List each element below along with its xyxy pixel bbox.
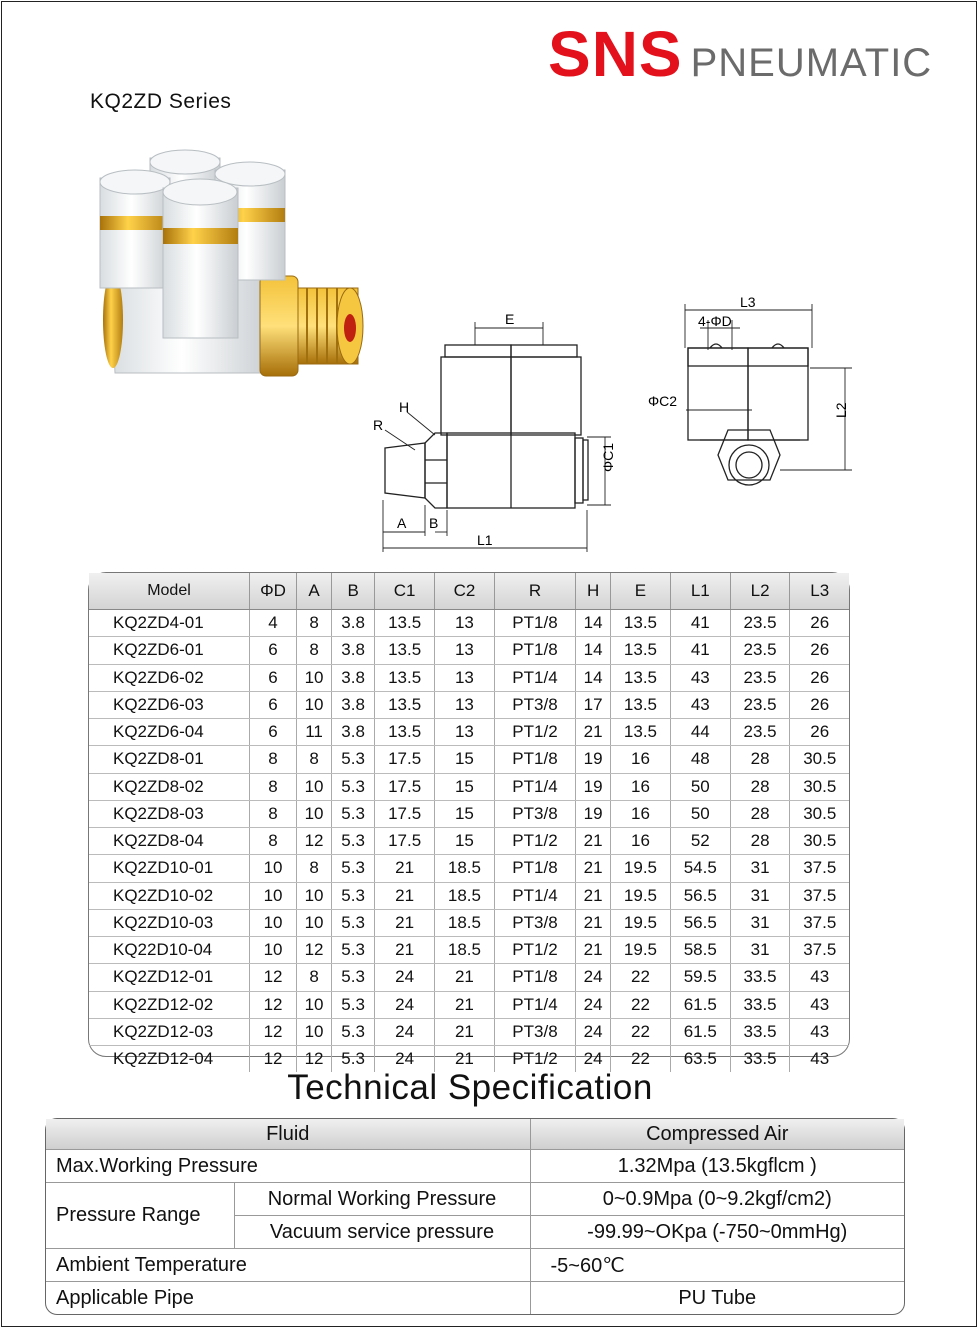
table-cell: 30.5 [790, 773, 849, 800]
table-cell: 30.5 [790, 800, 849, 827]
table-row [89, 991, 849, 1018]
table-cell: 31 [730, 882, 790, 909]
table-cell: 5.3 [332, 773, 375, 800]
table-cell: 24 [375, 1018, 435, 1045]
table-cell: 22 [611, 991, 671, 1018]
table-cell: 52 [670, 828, 730, 855]
table-cell: 19.5 [611, 855, 671, 882]
table-cell: 23.5 [730, 664, 790, 691]
normal-pressure-label: Normal Working Pressure [234, 1183, 530, 1216]
table-cell: 19 [576, 800, 611, 827]
table-cell: 8 [250, 746, 297, 773]
table-cell: 61.5 [670, 1018, 730, 1045]
vacuum-pressure-value: -99.99~OKpa (-750~0mmHg) [530, 1216, 904, 1249]
table-cell: 21 [435, 1046, 495, 1073]
table-cell: PT1/4 [494, 773, 575, 800]
front-view-drawing [640, 290, 860, 510]
table-cell: PT3/8 [494, 691, 575, 718]
table-cell: 13.5 [611, 664, 671, 691]
table-cell: 26 [790, 691, 849, 718]
table-cell: 3.8 [332, 610, 375, 637]
table-cell: 6 [250, 664, 297, 691]
temperature-value: -5~60℃ [530, 1249, 904, 1282]
table-cell: PT1/2 [494, 937, 575, 964]
table-cell: 8 [297, 964, 332, 991]
model-cell: KQ2ZD10-02 [89, 882, 250, 909]
table-cell: 58.5 [670, 937, 730, 964]
table-cell: 13.5 [611, 637, 671, 664]
table-cell: 37.5 [790, 882, 849, 909]
table-cell: 24 [576, 964, 611, 991]
table-cell: 61.5 [670, 991, 730, 1018]
table-cell: 24 [576, 1018, 611, 1045]
table-cell: 13.5 [375, 691, 435, 718]
model-cell: KQ2ZD12-01 [89, 964, 250, 991]
table-cell: 15 [435, 828, 495, 855]
table-cell: 13 [435, 610, 495, 637]
spec-row-temperature [46, 1249, 904, 1282]
table-cell: PT1/8 [494, 964, 575, 991]
table-cell: PT1/8 [494, 746, 575, 773]
table-cell: 16 [611, 800, 671, 827]
label-h: H [399, 399, 410, 415]
table-cell: 23.5 [730, 637, 790, 664]
model-cell: KQ2ZD12-03 [89, 1018, 250, 1045]
dimension-table-header [89, 573, 849, 610]
table-cell: 6 [250, 691, 297, 718]
table-cell: 5.3 [332, 746, 375, 773]
table-cell: 26 [790, 664, 849, 691]
table-cell: 22 [611, 1046, 671, 1073]
table-cell: 50 [670, 800, 730, 827]
column-header-8: E [611, 573, 671, 610]
table-cell: 16 [611, 746, 671, 773]
table-cell: 21 [435, 964, 495, 991]
temperature-label: Ambient Temperature [46, 1249, 530, 1282]
table-cell: 5.3 [332, 964, 375, 991]
column-header-4: C1 [375, 573, 435, 610]
table-cell: PT3/8 [494, 800, 575, 827]
label-c2: ΦC2 [648, 393, 678, 409]
series-title: KQ2ZD Series [90, 90, 232, 113]
table-cell: 13 [435, 664, 495, 691]
label-l3: L3 [740, 294, 756, 310]
model-cell: KQ2ZD8-04 [89, 828, 250, 855]
model-cell: KQ2ZD10-03 [89, 909, 250, 936]
table-cell: 21 [576, 719, 611, 746]
table-cell: 18.5 [435, 909, 495, 936]
table-cell: 15 [435, 773, 495, 800]
table-cell: 19.5 [611, 937, 671, 964]
table-cell: 30.5 [790, 746, 849, 773]
column-header-5: C2 [435, 573, 495, 610]
table-cell: 28 [730, 828, 790, 855]
table-cell: 15 [435, 800, 495, 827]
table-cell: 3.8 [332, 664, 375, 691]
table-row [89, 800, 849, 827]
table-cell: 4 [250, 610, 297, 637]
pipe-label: Applicable Pipe [46, 1282, 530, 1315]
table-row [89, 1018, 849, 1045]
table-cell: 21 [375, 909, 435, 936]
fluid-value: Compressed Air [530, 1119, 904, 1150]
column-header-11: L3 [790, 573, 849, 610]
table-cell: 10 [297, 909, 332, 936]
table-row [89, 664, 849, 691]
table-cell: 43 [790, 964, 849, 991]
model-cell: KQ2ZD8-01 [89, 746, 250, 773]
table-cell: 3.8 [332, 691, 375, 718]
table-cell: 22 [611, 1018, 671, 1045]
fluid-label: Fluid [46, 1119, 530, 1150]
table-cell: 13.5 [375, 664, 435, 691]
table-cell: PT1/2 [494, 1046, 575, 1073]
table-cell: 23.5 [730, 610, 790, 637]
table-cell: 13 [435, 719, 495, 746]
spec-table [45, 1118, 905, 1315]
table-cell: PT1/2 [494, 828, 575, 855]
table-row [89, 691, 849, 718]
table-cell: 5.3 [332, 909, 375, 936]
table-cell: 13.5 [375, 637, 435, 664]
spec-row-fluid [46, 1119, 904, 1150]
product-photo [95, 148, 370, 393]
table-row [89, 637, 849, 664]
label-b: B [429, 515, 439, 531]
table-cell: 11 [297, 719, 332, 746]
table-cell: 19.5 [611, 882, 671, 909]
table-cell: 13 [435, 637, 495, 664]
table-cell: 37.5 [790, 855, 849, 882]
model-cell: KQ2ZD6-01 [89, 637, 250, 664]
vacuum-pressure-label: Vacuum service pressure [234, 1216, 530, 1249]
table-cell: 12 [250, 1018, 297, 1045]
table-cell: 43 [670, 664, 730, 691]
table-cell: PT1/4 [494, 991, 575, 1018]
side-view-drawing [365, 300, 625, 555]
table-cell: 10 [250, 882, 297, 909]
table-cell: 10 [297, 1018, 332, 1045]
model-cell: KQ22D10-04 [89, 937, 250, 964]
table-cell: 21 [375, 855, 435, 882]
table-cell: PT1/4 [494, 882, 575, 909]
brand-logo [548, 18, 933, 90]
table-cell: 12 [297, 937, 332, 964]
table-cell: 8 [297, 610, 332, 637]
table-cell: PT1/2 [494, 719, 575, 746]
table-cell: 44 [670, 719, 730, 746]
table-cell: 17.5 [375, 746, 435, 773]
table-cell: 17.5 [375, 773, 435, 800]
table-row [89, 610, 849, 637]
table-cell: 6 [250, 719, 297, 746]
table-cell: 21 [576, 828, 611, 855]
table-cell: 21 [375, 937, 435, 964]
spec-row-max-pressure [46, 1150, 904, 1183]
table-cell: 21 [435, 991, 495, 1018]
table-cell: 8 [297, 855, 332, 882]
table-cell: 56.5 [670, 909, 730, 936]
table-row [89, 773, 849, 800]
table-cell: 13 [435, 691, 495, 718]
table-cell: 31 [730, 937, 790, 964]
table-cell: 19.5 [611, 909, 671, 936]
table-cell: PT3/8 [494, 1018, 575, 1045]
table-cell: 14 [576, 637, 611, 664]
table-cell: 26 [790, 610, 849, 637]
table-cell: 24 [576, 991, 611, 1018]
table-cell: 5.3 [332, 882, 375, 909]
spec-row-normal-pressure [46, 1183, 904, 1216]
table-cell: 18.5 [435, 882, 495, 909]
spec-title: Technical Specification [287, 1068, 653, 1107]
table-cell: 24 [375, 1046, 435, 1073]
model-cell: KQ2ZD6-03 [89, 691, 250, 718]
table-cell: 21 [576, 882, 611, 909]
label-r: R [373, 417, 384, 433]
table-cell: 59.5 [670, 964, 730, 991]
table-cell: 12 [250, 991, 297, 1018]
table-cell: 3.8 [332, 637, 375, 664]
table-cell: 3.8 [332, 719, 375, 746]
table-cell: PT3/8 [494, 909, 575, 936]
model-cell: KQ2ZD10-01 [89, 855, 250, 882]
table-cell: 8 [250, 773, 297, 800]
table-cell: 33.5 [730, 991, 790, 1018]
table-cell: 17 [576, 691, 611, 718]
column-header-2: A [297, 573, 332, 610]
table-cell: PT1/8 [494, 855, 575, 882]
table-cell: 16 [611, 828, 671, 855]
table-cell: 22 [611, 964, 671, 991]
table-cell: 13.5 [611, 719, 671, 746]
table-cell: 31 [730, 909, 790, 936]
table-cell: 33.5 [730, 1018, 790, 1045]
table-cell: PT1/4 [494, 664, 575, 691]
table-cell: 10 [250, 909, 297, 936]
table-cell: 5.3 [332, 1046, 375, 1073]
table-cell: 10 [297, 991, 332, 1018]
table-cell: 8 [297, 746, 332, 773]
model-cell: KQ2ZD12-02 [89, 991, 250, 1018]
column-header-3: B [332, 573, 375, 610]
table-cell: 26 [790, 637, 849, 664]
column-header-6: R [494, 573, 575, 610]
table-cell: 12 [250, 964, 297, 991]
table-cell: 13.5 [375, 719, 435, 746]
table-cell: 10 [297, 882, 332, 909]
model-cell: KQ2ZD8-03 [89, 800, 250, 827]
label-l1: L1 [477, 532, 493, 548]
table-cell: 19 [576, 773, 611, 800]
label-a: A [397, 515, 407, 531]
table-cell: 8 [250, 800, 297, 827]
max-pressure-label: Max.Working Pressure [46, 1150, 530, 1183]
table-cell: 5.3 [332, 991, 375, 1018]
table-cell: 37.5 [790, 937, 849, 964]
column-header-1: ΦD [250, 573, 297, 610]
table-cell: 43 [790, 1018, 849, 1045]
table-cell: 13.5 [611, 691, 671, 718]
table-cell: 12 [297, 1046, 332, 1073]
model-cell: KQ2ZD4-01 [89, 610, 250, 637]
table-cell: 24 [375, 964, 435, 991]
table-cell: 21 [576, 909, 611, 936]
brand-name: SNS [548, 18, 683, 90]
pipe-value: PU Tube [530, 1282, 904, 1315]
column-header-9: L1 [670, 573, 730, 610]
table-cell: 6 [250, 637, 297, 664]
table-cell: 24 [375, 991, 435, 1018]
model-cell: KQ2ZD12-04 [89, 1046, 250, 1073]
table-cell: 23.5 [730, 691, 790, 718]
column-header-0: Model [89, 573, 250, 610]
table-cell: 8 [297, 637, 332, 664]
dimension-table [88, 572, 850, 1069]
table-cell: 41 [670, 637, 730, 664]
table-cell: 10 [250, 855, 297, 882]
table-cell: 18.5 [435, 855, 495, 882]
table-cell: 8 [250, 828, 297, 855]
table-row [89, 882, 849, 909]
table-cell: 21 [375, 882, 435, 909]
table-cell: 26 [790, 719, 849, 746]
table-cell: 14 [576, 664, 611, 691]
table-cell: 28 [730, 773, 790, 800]
table-cell: 43 [670, 691, 730, 718]
table-cell: 37.5 [790, 909, 849, 936]
table-cell: 15 [435, 746, 495, 773]
table-cell: 30.5 [790, 828, 849, 855]
table-cell: 48 [670, 746, 730, 773]
table-cell: 16 [611, 773, 671, 800]
table-cell: 5.3 [332, 937, 375, 964]
table-cell: 12 [297, 828, 332, 855]
table-cell: 56.5 [670, 882, 730, 909]
table-cell: 23.5 [730, 719, 790, 746]
table-row [89, 746, 849, 773]
table-cell: 19 [576, 746, 611, 773]
table-cell: 10 [250, 937, 297, 964]
table-cell: 21 [576, 855, 611, 882]
model-cell: KQ2ZD8-02 [89, 773, 250, 800]
table-cell: 10 [297, 664, 332, 691]
table-cell: 43 [790, 991, 849, 1018]
label-e: E [505, 311, 515, 327]
table-cell: 17.5 [375, 828, 435, 855]
model-cell: KQ2ZD6-02 [89, 664, 250, 691]
table-cell: 5.3 [332, 828, 375, 855]
table-row [89, 855, 849, 882]
table-cell: 17.5 [375, 800, 435, 827]
table-cell: 33.5 [730, 964, 790, 991]
max-pressure-value: 1.32Mpa (13.5kgflcm ) [530, 1150, 904, 1183]
table-row [89, 964, 849, 991]
table-cell: 10 [297, 800, 332, 827]
table-cell: 18.5 [435, 937, 495, 964]
table-cell: 41 [670, 610, 730, 637]
table-row [89, 719, 849, 746]
table-cell: 5.3 [332, 800, 375, 827]
table-row [89, 828, 849, 855]
label-c1: ΦC1 [600, 442, 616, 472]
model-cell: KQ2ZD6-04 [89, 719, 250, 746]
column-header-7: H [576, 573, 611, 610]
pressure-range-label: Pressure Range [46, 1183, 234, 1249]
table-cell: 31 [730, 855, 790, 882]
table-cell: 13.5 [611, 610, 671, 637]
table-cell: 33.5 [730, 1046, 790, 1073]
spec-row-pipe [46, 1282, 904, 1315]
table-cell: 28 [730, 800, 790, 827]
column-header-10: L2 [730, 573, 790, 610]
table-cell: 43 [810, 1049, 830, 1069]
table-row [89, 909, 849, 936]
brand-suffix: PNEUMATIC [690, 41, 933, 85]
table-cell: 5.3 [332, 855, 375, 882]
table-cell: 14 [576, 610, 611, 637]
table-cell: 21 [435, 1018, 495, 1045]
table-cell: 50 [670, 773, 730, 800]
label-l2: L2 [833, 402, 849, 418]
table-cell: 21 [576, 937, 611, 964]
table-cell: PT1/8 [494, 610, 575, 637]
table-cell: 13.5 [375, 610, 435, 637]
normal-pressure-value: 0~0.9Mpa (0~9.2kgf/cm2) [530, 1183, 904, 1216]
table-cell: 54.5 [670, 855, 730, 882]
table-cell: 12 [250, 1046, 297, 1073]
label-d: 4-ΦD [698, 313, 732, 329]
table-cell: PT1/8 [494, 637, 575, 664]
table-cell: 28 [730, 746, 790, 773]
table-cell: 10 [297, 691, 332, 718]
table-cell: 10 [297, 773, 332, 800]
table-cell: 5.3 [332, 1018, 375, 1045]
table-row [89, 937, 849, 964]
table-cell: 24 [576, 1046, 611, 1073]
table-cell: 63.5 [670, 1046, 730, 1073]
